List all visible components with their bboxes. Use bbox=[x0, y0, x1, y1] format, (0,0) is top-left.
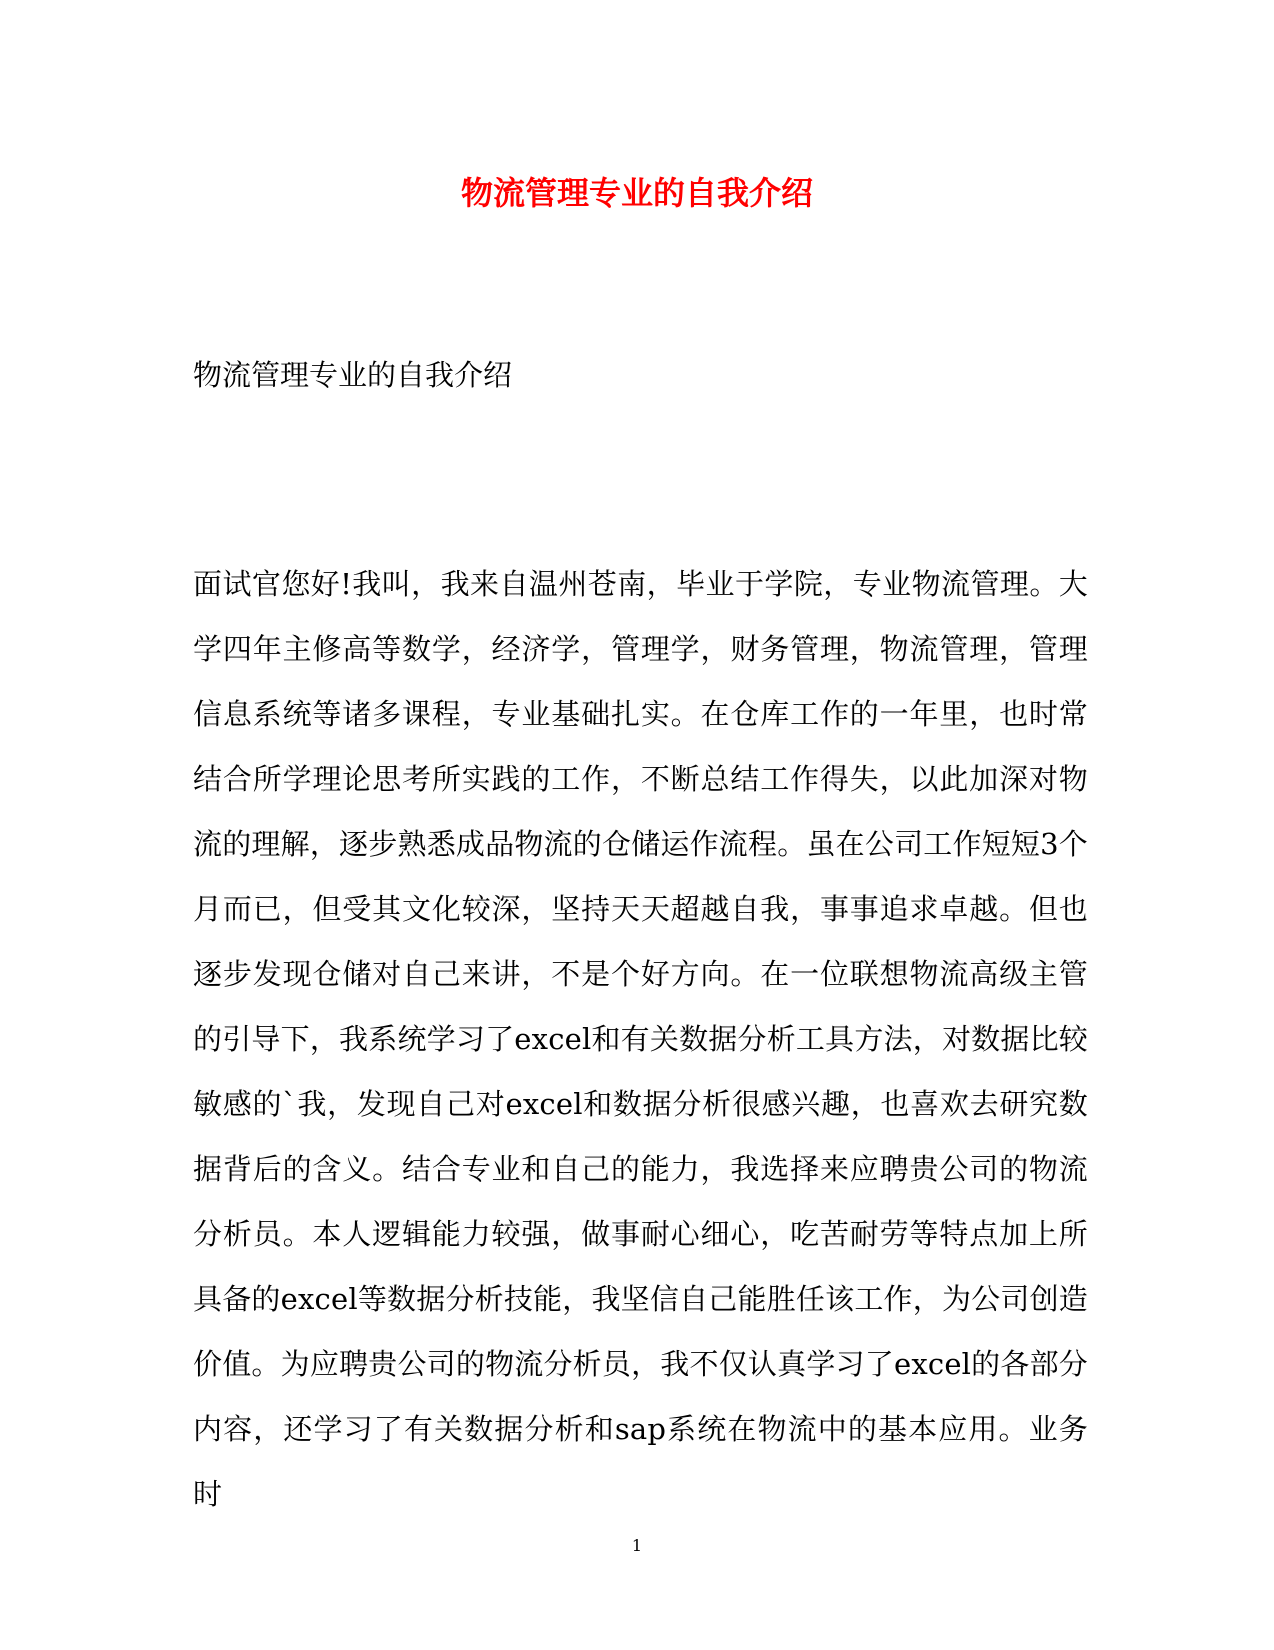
body-paragraph: 面试官您好!我叫，我来自温州苍南，毕业于学院，专业物流管理。大学四年主修高等数学，经济学，管理学，财务管理，物流管理，管理信息系统等诸多课程，专业基础扎实。在仓库工作的一年里，也时常结合所学理论思考所实践的工作，不断总结工作得失，以此加深对物流的理解，逐步熟悉成品物流的仓储运作流程。虽在公司工作短短3个月而已，但受其文化较深，坚持天天超越自我，事事追求卓越。但也逐步发现仓储对自己来讲，不是个好方向。在一位联想物流高级主管的引导下，我系统学习了excel和有关数据分析工具方法，对数据比较敏感的`我，发现自己对excel和数据分析很感兴趣，也喜欢去研究数据背后的含义。结合专业和自己的能力，我选择来应聘贵公司的物流分析员。本人逻辑能力较强，做事耐心细心，吃苦耐劳等特点加上所具备的excel等数据分析技能，我坚信自己能胜任该工作，为公司创造价值。为应聘贵公司的物流分析员，我不仅认真学习了excel的各部分内容，还学习了有关数据分析和sap系统在物流中的基本应用。业务时 bbox=[193, 567, 1088, 1511]
document-subtitle: 物流管理专业的自我介绍 bbox=[193, 358, 513, 392]
page-number: 1 bbox=[631, 1536, 643, 1555]
page-title: 物流管理专业的自我介绍 bbox=[460, 174, 813, 212]
